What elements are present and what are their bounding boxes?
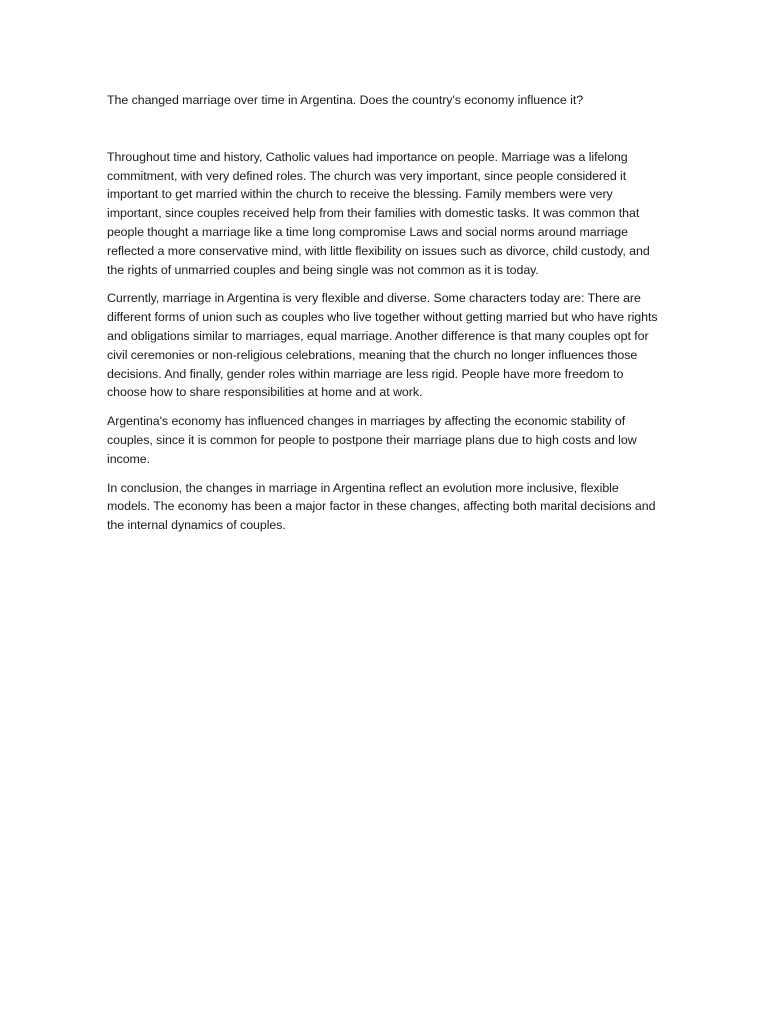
document-title: The changed marriage over time in Argentina. Does the country's economy influence it? xyxy=(107,93,584,107)
paragraph-conclusion: In conclusion, the changes in marriage in Argentina reflect an evolution more inclusive, flexible models. The economy has been a major factor in these changes, affecting both marital decisions and the internal dynamics of couples. xyxy=(107,480,656,533)
paragraph-current: Currently, marriage in Argentina is very flexible and diverse. Some characters today are: There are different forms of union such as couples who live together without getting married but who have rights and obligations similar to marriages, equal marriage. Another difference is that many couples opt for civil ceremonies or non-religious celebrations, meaning that the church no longer influences those decisions. And finally, gender roles within marriage are less rigid. People have more freedom to choose how to share responsibilities at home and at work. xyxy=(107,291,658,400)
document-body xyxy=(107,91,663,545)
paragraph-history: Throughout time and history, Catholic values had importance on people. Marriage was a lifelong commitment, with very defined roles. The church was very important, since people considered it important to get married within the church to receive the blessing. Family members were very important, since couples received help from their families with domestic tasks. It was common that people thought a marriage like a time long compromise Laws and social norms around marriage reflected a more conservative mind, with little flexibility on issues such as divorce, child custody, and the rights of unmarried couples and being single was not common as it is today. xyxy=(107,149,650,277)
paragraph-economy: Argentina's economy has influenced changes in marriages by affecting the economic stability of couples, since it is common for people to postpone their marriage plans due to high costs and low income. xyxy=(107,414,637,466)
